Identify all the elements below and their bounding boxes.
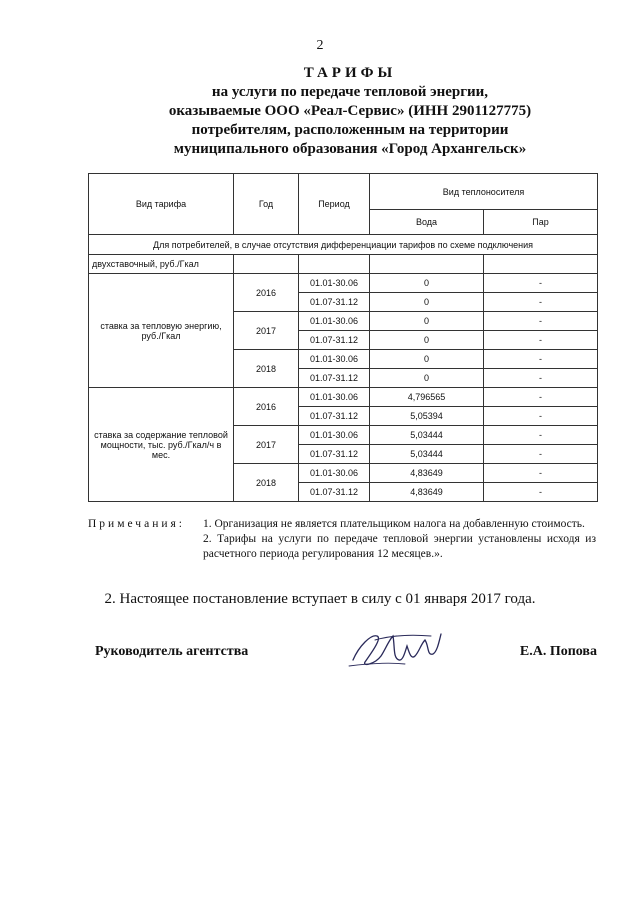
year-cell: 2016	[234, 274, 299, 312]
water-cell: 5,05394	[370, 407, 484, 426]
title-line-4: муниципального образования «Город Архангельск»	[173, 141, 527, 157]
table-row	[89, 274, 598, 293]
period-cell: 01.07-31.12	[299, 369, 370, 388]
header-tariff-type: Вид тарифа	[89, 174, 234, 235]
period-cell: 01.01-30.06	[299, 350, 370, 369]
year-cell: 2016	[234, 388, 299, 426]
year-cell: 2018	[234, 464, 299, 502]
water-cell: 0	[370, 369, 484, 388]
steam-cell: -	[484, 426, 598, 445]
title-main: ТАРИФЫ	[303, 65, 397, 81]
title-line-2: оказываемые ООО «Реал-Сервис» (ИНН 2901127775)	[168, 103, 532, 119]
note-2: 2. Тарифы на услуги по передаче тепловой энергии установлены исходя из расчетного периода регулирования 12 месяцев.».	[203, 533, 596, 560]
group-label: ставка за тепловую энергию, руб./Гкал	[89, 274, 234, 388]
water-cell: 0	[370, 312, 484, 331]
notes-label: Примечания:	[88, 518, 185, 530]
period-cell: 01.01-30.06	[299, 388, 370, 407]
steam-cell: -	[484, 388, 598, 407]
table-cell	[234, 255, 299, 274]
signer-name: Е.А. Попова	[519, 644, 597, 659]
table-cell	[484, 255, 598, 274]
water-cell: 4,83649	[370, 483, 484, 502]
period-cell: 01.07-31.12	[299, 407, 370, 426]
signature-block	[95, 640, 597, 680]
water-cell: 5,03444	[370, 445, 484, 464]
water-cell: 0	[370, 274, 484, 293]
year-cell: 2017	[234, 426, 299, 464]
header-carrier: Вид теплоносителя	[370, 174, 598, 210]
steam-cell: -	[484, 312, 598, 331]
document-title	[80, 64, 620, 159]
table-cell	[299, 255, 370, 274]
period-cell: 01.07-31.12	[299, 293, 370, 312]
tariff-table	[88, 173, 598, 502]
title-line-1: на услуги по передаче тепловой энергии,	[211, 84, 489, 100]
steam-cell: -	[484, 445, 598, 464]
two-part-label: двухставочный, руб./Гкал	[89, 255, 234, 274]
water-cell: 0	[370, 350, 484, 369]
consumer-span-row: Для потребителей, в случае отсутствия дифференциации тарифов по схеме подключения	[89, 235, 598, 255]
steam-cell: -	[484, 293, 598, 312]
page-number: 2	[316, 38, 324, 53]
header-period: Период	[299, 174, 370, 235]
water-cell: 4,796565	[370, 388, 484, 407]
signer-role: Руководитель агентства	[95, 644, 249, 659]
steam-cell: -	[484, 464, 598, 483]
year-cell: 2017	[234, 312, 299, 350]
steam-cell: -	[484, 331, 598, 350]
header-year: Год	[234, 174, 299, 235]
steam-cell: -	[484, 483, 598, 502]
period-cell: 01.07-31.12	[299, 483, 370, 502]
notes-section	[88, 517, 596, 562]
period-cell: 01.01-30.06	[299, 464, 370, 483]
steam-cell: -	[484, 369, 598, 388]
water-cell: 0	[370, 331, 484, 350]
title-line-3: потребителям, расположенным на территории	[191, 122, 509, 138]
year-cell: 2018	[234, 350, 299, 388]
table-cell	[370, 255, 484, 274]
period-cell: 01.07-31.12	[299, 331, 370, 350]
water-cell: 0	[370, 293, 484, 312]
decree-text: 2. Настоящее постановление вступает в силу с 01 января 2017 года.	[104, 591, 536, 607]
period-cell: 01.07-31.12	[299, 445, 370, 464]
header-steam: Пар	[484, 210, 598, 235]
steam-cell: -	[484, 274, 598, 293]
period-cell: 01.01-30.06	[299, 426, 370, 445]
period-cell: 01.01-30.06	[299, 312, 370, 331]
note-1: 1. Организация не является плательщиком налога на добавленную стоимость.	[203, 518, 585, 530]
table-row	[89, 388, 598, 407]
steam-cell: -	[484, 350, 598, 369]
period-cell: 01.01-30.06	[299, 274, 370, 293]
water-cell: 5,03444	[370, 426, 484, 445]
steam-cell: -	[484, 407, 598, 426]
handwritten-signature	[345, 626, 455, 671]
header-water: Вода	[370, 210, 484, 235]
group-label: ставка за содержание тепловой мощности, тыс. руб./Гкал/ч в мес.	[89, 388, 234, 502]
water-cell: 4,83649	[370, 464, 484, 483]
